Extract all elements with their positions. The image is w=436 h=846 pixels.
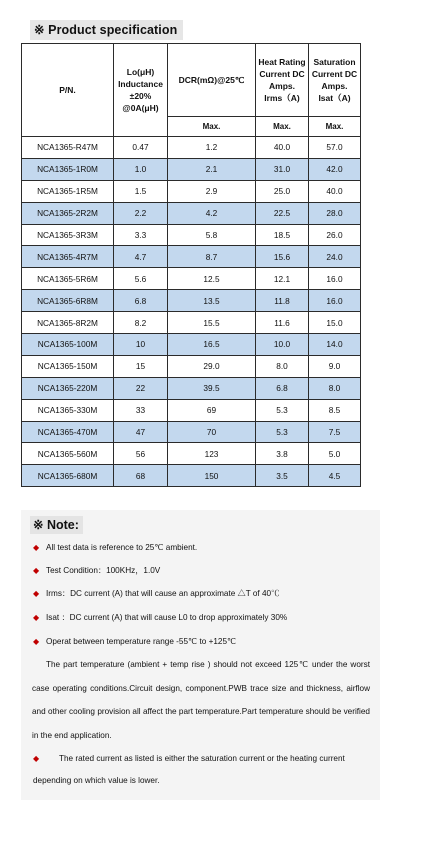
cell-saturation: 24.0 <box>309 246 361 268</box>
cell-pn: NCA1365-680M <box>22 465 114 487</box>
cell-saturation: 15.0 <box>309 312 361 334</box>
cell-dcr: 123 <box>168 443 256 465</box>
cell-dcr: 12.5 <box>168 268 256 290</box>
header-pn: P/N. <box>22 44 114 137</box>
cell-saturation: 26.0 <box>309 224 361 246</box>
cell-heat-rating: 10.0 <box>256 334 309 356</box>
cell-pn: NCA1365-3R3M <box>22 224 114 246</box>
note-item <box>33 565 160 577</box>
cell-pn: NCA1365-5R6M <box>22 268 114 290</box>
cell-dcr: 16.5 <box>168 334 256 356</box>
header-sat-line: Amps. <box>321 81 348 91</box>
cell-heat-rating: 15.6 <box>256 246 309 268</box>
cell-dcr: 2.9 <box>168 180 256 202</box>
cell-heat-rating: 12.1 <box>256 268 309 290</box>
header-heat-line: Current DC <box>259 69 305 79</box>
cell-dcr: 150 <box>168 465 256 487</box>
cell-heat-rating: 6.8 <box>256 377 309 399</box>
diamond-bullet-icon: ◆ <box>33 754 40 763</box>
cell-pn: NCA1365-100M <box>22 334 114 356</box>
cell-dcr: 70 <box>168 421 256 443</box>
diamond-bullet-icon: ◆ <box>33 613 40 622</box>
cell-pn: NCA1365-560M <box>22 443 114 465</box>
cell-heat-rating: 5.3 <box>256 421 309 443</box>
header-inductance-line: ±20% <box>129 91 152 101</box>
cell-pn: NCA1365-2R2M <box>22 202 114 224</box>
cell-saturation: 14.0 <box>309 334 361 356</box>
cell-saturation: 4.5 <box>309 465 361 487</box>
cell-inductance: 6.8 <box>114 290 168 312</box>
cell-inductance: 47 <box>114 421 168 443</box>
cell-saturation: 57.0 <box>309 137 361 159</box>
table-row <box>22 246 361 268</box>
cell-pn: NCA1365-8R2M <box>22 312 114 334</box>
cell-pn: NCA1365-6R8M <box>22 290 114 312</box>
cell-heat-rating: 22.5 <box>256 202 309 224</box>
specification-table <box>21 43 361 487</box>
table-row <box>22 224 361 246</box>
cell-pn: NCA1365-1R5M <box>22 180 114 202</box>
cell-inductance: 3.3 <box>114 224 168 246</box>
table-row <box>22 443 361 465</box>
header-heat-line: Irms（A) <box>264 93 300 103</box>
header-heat-rating <box>256 44 309 117</box>
header-dcr: DCR(mΩ)@25℃ <box>168 44 256 117</box>
header-inductance-line: @0A(μH) <box>122 103 159 113</box>
cell-heat-rating: 11.6 <box>256 312 309 334</box>
subheader-dcr-max: Max. <box>168 117 256 137</box>
section-title: ※ Product specification <box>30 20 183 40</box>
cell-dcr: 39.5 <box>168 377 256 399</box>
cell-inductance: 10 <box>114 334 168 356</box>
cell-dcr: 15.5 <box>168 312 256 334</box>
cell-pn: NCA1365-470M <box>22 421 114 443</box>
table-row <box>22 355 361 377</box>
cell-dcr: 1.2 <box>168 137 256 159</box>
cell-inductance: 68 <box>114 465 168 487</box>
table-row <box>22 268 361 290</box>
note-item-last <box>33 748 373 792</box>
cell-heat-rating: 3.8 <box>256 443 309 465</box>
table-row <box>22 158 361 180</box>
note-paragraph <box>32 653 370 747</box>
note-item <box>33 636 236 648</box>
table-row <box>22 180 361 202</box>
cell-saturation: 40.0 <box>309 180 361 202</box>
note-item <box>33 588 279 600</box>
cell-inductance: 5.6 <box>114 268 168 290</box>
cell-pn: NCA1365-220M <box>22 377 114 399</box>
cell-saturation: 28.0 <box>309 202 361 224</box>
cell-heat-rating: 31.0 <box>256 158 309 180</box>
header-inductance-line: Inductance <box>118 79 163 89</box>
table-header-row <box>22 44 361 117</box>
cell-dcr: 69 <box>168 399 256 421</box>
cell-heat-rating: 18.5 <box>256 224 309 246</box>
note-item <box>33 542 197 554</box>
cell-inductance: 1.5 <box>114 180 168 202</box>
cell-inductance: 22 <box>114 377 168 399</box>
note-item-text: Isat ：DC current (A) that will cause L0 to drop approximately 30% <box>46 613 288 622</box>
note-item-text: Operat between temperature range -55℃ to +125℃ <box>46 637 237 646</box>
table-row <box>22 421 361 443</box>
cell-saturation: 8.0 <box>309 377 361 399</box>
cell-heat-rating: 8.0 <box>256 355 309 377</box>
header-inductance-line: Lo(μH) <box>126 67 155 77</box>
cell-dcr: 29.0 <box>168 355 256 377</box>
header-inductance <box>114 44 168 137</box>
cell-saturation: 16.0 <box>309 268 361 290</box>
header-sat-line: Current DC <box>311 69 358 79</box>
cell-inductance: 4.7 <box>114 246 168 268</box>
cell-heat-rating: 11.8 <box>256 290 309 312</box>
diamond-bullet-icon: ◆ <box>33 637 40 646</box>
cell-dcr: 2.1 <box>168 158 256 180</box>
note-item-text: The rated current as listed is either the saturation current or the heating current depending on which value is lower. <box>33 754 345 785</box>
table-row <box>22 377 361 399</box>
table-row <box>22 312 361 334</box>
subheader-sat-max: Max. <box>309 117 361 137</box>
header-heat-line: Amps. <box>269 81 295 91</box>
note-paragraph-text: The part temperature (ambient + temp rise ) should not exceed 125℃ under the worst case operating conditions.Circuit design, component.PWB trace size and thickness, airflow and other cooling provision all affect the part temperature.Part temperature should be verified in the end application. <box>32 660 370 740</box>
table-row <box>22 290 361 312</box>
subheader-heat-max: Max. <box>256 117 309 137</box>
cell-inductance: 2.2 <box>114 202 168 224</box>
diamond-bullet-icon: ◆ <box>33 543 40 552</box>
table-row <box>22 399 361 421</box>
cell-pn: NCA1365-R47M <box>22 137 114 159</box>
cell-pn: NCA1365-330M <box>22 399 114 421</box>
cell-heat-rating: 5.3 <box>256 399 309 421</box>
cell-heat-rating: 3.5 <box>256 465 309 487</box>
cell-inductance: 56 <box>114 443 168 465</box>
header-sat-line: Saturation <box>313 57 356 67</box>
cell-heat-rating: 25.0 <box>256 180 309 202</box>
cell-saturation: 16.0 <box>309 290 361 312</box>
cell-dcr: 8.7 <box>168 246 256 268</box>
cell-inductance: 33 <box>114 399 168 421</box>
cell-pn: NCA1365-1R0M <box>22 158 114 180</box>
cell-saturation: 5.0 <box>309 443 361 465</box>
cell-inductance: 1.0 <box>114 158 168 180</box>
table-row <box>22 465 361 487</box>
cell-dcr: 5.8 <box>168 224 256 246</box>
table-row <box>22 202 361 224</box>
note-item-text: Test Condition：100KHz，1.0V <box>46 566 161 575</box>
note-item-text: Irms：DC current (A) that will cause an approximate △T of 40℃ <box>46 589 280 598</box>
cell-inductance: 8.2 <box>114 312 168 334</box>
header-saturation <box>309 44 361 117</box>
cell-saturation: 9.0 <box>309 355 361 377</box>
cell-saturation: 7.5 <box>309 421 361 443</box>
note-item-text: All test data is reference to 25℃ ambient. <box>46 543 198 552</box>
cell-dcr: 13.5 <box>168 290 256 312</box>
cell-inductance: 0.47 <box>114 137 168 159</box>
table-row <box>22 334 361 356</box>
header-heat-line: Heat Rating <box>258 57 306 67</box>
note-title: ※ Note: <box>30 516 83 534</box>
cell-saturation: 8.5 <box>309 399 361 421</box>
cell-heat-rating: 40.0 <box>256 137 309 159</box>
cell-saturation: 42.0 <box>309 158 361 180</box>
header-sat-line: Isat（A) <box>318 93 351 103</box>
table-row <box>22 137 361 159</box>
diamond-bullet-icon: ◆ <box>33 589 40 598</box>
cell-dcr: 4.2 <box>168 202 256 224</box>
cell-pn: NCA1365-4R7M <box>22 246 114 268</box>
cell-inductance: 15 <box>114 355 168 377</box>
note-item <box>33 612 287 624</box>
diamond-bullet-icon: ◆ <box>33 566 40 575</box>
cell-pn: NCA1365-150M <box>22 355 114 377</box>
